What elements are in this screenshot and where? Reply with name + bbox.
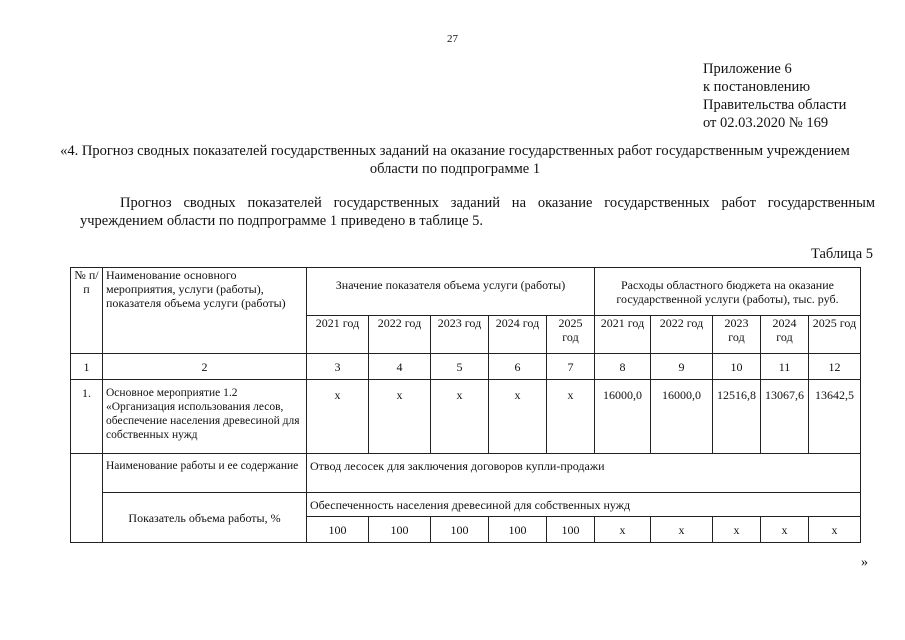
row-number: 1. <box>71 380 103 454</box>
indicator-label: Показатель объема работы, % <box>103 493 307 543</box>
column-number-row <box>71 354 861 380</box>
table-cell: 13067,6 <box>761 380 809 454</box>
table-cell: 100 <box>369 517 431 543</box>
year-header: 2023 год <box>713 316 761 354</box>
table-cell: х <box>651 517 713 543</box>
row-name: Основное мероприятие 1.2 «Организация использования лесов, обеспечение населения древесиной для собственных нужд <box>103 380 307 454</box>
column-number: 11 <box>761 354 809 380</box>
annex-line: Правительства области <box>703 97 847 113</box>
table-cell: 100 <box>489 517 547 543</box>
table-cell: х <box>761 517 809 543</box>
col-header-number: № п/п <box>71 268 103 354</box>
empty-cell <box>71 454 103 543</box>
year-header: 2024 год <box>489 316 547 354</box>
table-cell: х <box>547 380 595 454</box>
table-cell: х <box>809 517 861 543</box>
table-cell: х <box>369 380 431 454</box>
column-number: 2 <box>103 354 307 380</box>
closing-quote: » <box>861 555 868 570</box>
table-cell: 100 <box>307 517 369 543</box>
page-number: 27 <box>447 33 458 45</box>
year-header: 2021 год <box>595 316 651 354</box>
table-cell: 16000,0 <box>595 380 651 454</box>
table-cell: 100 <box>431 517 489 543</box>
header-row <box>71 268 861 316</box>
year-header: 2022 год <box>651 316 713 354</box>
column-number: 7 <box>547 354 595 380</box>
group-header-costs: Расходы областного бюджета на оказание государственной услуги (работы), тыс. руб. <box>595 268 861 316</box>
annex-block <box>703 60 846 132</box>
column-number: 6 <box>489 354 547 380</box>
table-cell: 16000,0 <box>651 380 713 454</box>
indicator-row <box>71 493 861 517</box>
year-header: 2021 год <box>307 316 369 354</box>
work-value: Отвод лесосек для заключения договоров купли-продажи <box>307 454 861 493</box>
work-label: Наименование работы и ее содержание <box>103 454 307 493</box>
column-number: 1 <box>71 354 103 380</box>
table-cell: 12516,8 <box>713 380 761 454</box>
work-row <box>71 454 861 493</box>
column-number: 4 <box>369 354 431 380</box>
table-cell: х <box>431 380 489 454</box>
col-header-name: Наименование основного мероприятия, услуги (работы), показателя объема услуги (работы) <box>103 268 307 354</box>
table-cell: х <box>595 517 651 543</box>
annex-line: от 02.03.2020 № 169 <box>703 115 829 131</box>
table-cell: 13642,5 <box>809 380 861 454</box>
column-number: 8 <box>595 354 651 380</box>
forecast-table <box>70 267 861 543</box>
indicator-description: Обеспеченность населения древесиной для собственных нужд <box>307 493 861 517</box>
year-header: 2025 год <box>809 316 861 354</box>
table-row <box>71 380 861 454</box>
year-header: 2022 год <box>369 316 431 354</box>
table-cell: х <box>489 380 547 454</box>
table-cell: 100 <box>547 517 595 543</box>
annex-line: к постановлению <box>703 79 811 95</box>
intro-paragraph: Прогноз сводных показателей государственных заданий на оказание государственных работ государственным учреждением области по подпрограмме 1 приведено в таблице 5. <box>80 195 875 229</box>
section-title: «4. Прогноз сводных показателей государственных заданий на оказание государственных работ государственным учреждением области по подпрограмме 1 <box>60 143 850 177</box>
table-cell: х <box>713 517 761 543</box>
year-header: 2024 год <box>761 316 809 354</box>
year-header: 2025 год <box>547 316 595 354</box>
column-number: 5 <box>431 354 489 380</box>
table-cell: х <box>307 380 369 454</box>
column-number: 12 <box>809 354 861 380</box>
column-number: 10 <box>713 354 761 380</box>
column-number: 3 <box>307 354 369 380</box>
annex-line: Приложение 6 <box>703 61 792 77</box>
group-header-volume: Значение показателя объема услуги (работы) <box>307 268 595 316</box>
table-caption: Таблица 5 <box>810 246 873 262</box>
column-number: 9 <box>651 354 713 380</box>
year-header: 2023 год <box>431 316 489 354</box>
